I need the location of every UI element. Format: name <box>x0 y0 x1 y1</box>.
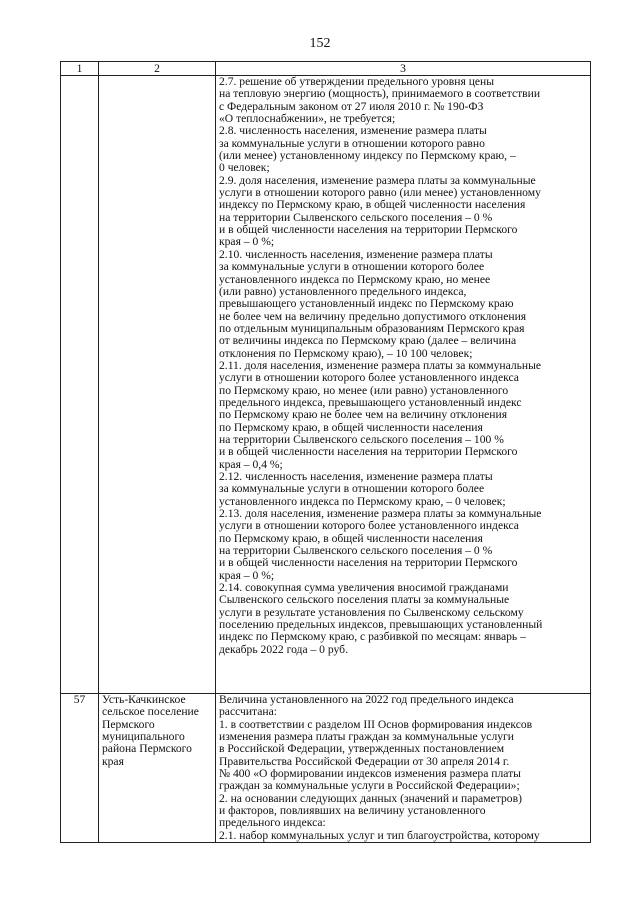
text-line: «О теплоснабжении», не требуется; <box>219 112 396 126</box>
text-line: 2.12. численность населения, изменение размера платы <box>219 470 493 483</box>
text-line: превышающего установленный индекс по Пермскому краю <box>219 297 514 311</box>
text-line: сельское поселение <box>102 705 199 719</box>
text-line: услуги в результате установления по Сылвенскому сельскому <box>219 605 524 619</box>
column-header-2: 2 <box>99 62 216 76</box>
text-line: установленного индекса по Пермскому краю, но менее <box>219 272 491 286</box>
text-line: за коммунальные услуги в отношении которого более <box>219 260 485 274</box>
text-line: предельного индекса, превышающего установленный индекс <box>219 395 522 409</box>
column-header-3: 3 <box>216 62 591 76</box>
text-line: 2.9. доля населения, изменение размера платы за коммунальные <box>219 173 536 187</box>
text-line: услуги в отношении которого более установленного индекса <box>219 371 519 385</box>
table-header-row <box>61 62 591 76</box>
text-line: по Пермскому краю, но менее (или равно) установленного <box>219 383 509 397</box>
text-line: и в общей численности населения на территории Пермского <box>219 556 518 570</box>
text-line: 2.1. набор коммунальных услуг и тип благоустройства, которому <box>219 828 540 842</box>
text-line: Пермского <box>102 717 155 731</box>
table-row <box>61 76 591 694</box>
text-line: индекс по Пермскому краю, с разбивкой по месяцам: январь – <box>219 630 526 644</box>
text-line: 0 человек; <box>219 161 270 175</box>
text-line: края – 0 %; <box>219 235 275 249</box>
text-line: декабрь 2022 года – 0 руб. <box>219 642 348 656</box>
text-line: по Пермскому краю, в общей численности населения <box>219 531 483 545</box>
text-line: Величина установленного на 2022 год предельного индекса <box>219 693 514 706</box>
text-line: и в общей численности населения на территории Пермского <box>219 445 518 459</box>
text-line: и факторов, повлиявших на величину установленного <box>219 804 486 818</box>
text-line: (или менее) установленному индексу по Пермскому краю, – <box>219 149 516 163</box>
page-number: 152 <box>309 36 331 51</box>
text-line: на тепловую энергию (мощность), принимаемого в соответствии <box>219 87 541 101</box>
text-line: Усть-Качкинское <box>102 693 186 706</box>
table-row <box>61 694 591 843</box>
text-line: отклонения по Пермскому краю), – 10 100 человек; <box>219 346 473 360</box>
text-line: края – 0,4 %; <box>219 457 283 471</box>
text-line: № 400 «О формировании индексов изменения размера платы <box>219 767 521 781</box>
text-line: по отдельным муниципальным образованиям Пермского края <box>219 321 525 335</box>
column-header-1: 1 <box>61 62 99 76</box>
text-line: 2.14. совокупная сумма увеличения вносимой гражданами <box>219 581 509 595</box>
text-line: за коммунальные услуги в отношении которого более <box>219 482 485 496</box>
text-line: на территории Сылвенского сельского поселения – 100 % <box>219 432 504 446</box>
description-cell <box>216 76 591 694</box>
text-line: изменения размера платы граждан за коммунальные услуги <box>219 730 514 744</box>
row-number-cell: 57 <box>61 694 99 843</box>
text-line: предельного индекса: <box>219 816 326 830</box>
text-line: индексу по Пермскому краю, в общей численности населения <box>219 198 526 212</box>
text-line: муниципального <box>102 730 185 744</box>
text-line: поселению предельных индексов, превышающих установленный <box>219 618 543 632</box>
text-line: услуги в отношении которого равно (или менее) установленному <box>219 186 541 200</box>
description-cell <box>216 694 591 843</box>
text-line: граждан за коммунальные услуги в Российской Федерации»; <box>219 779 520 793</box>
text-line: Сылвенского сельского поселения платы за коммунальные <box>219 593 510 607</box>
text-line: по Пермскому краю, в общей численности населения <box>219 420 483 434</box>
text-line: края – 0 %; <box>219 568 275 582</box>
text-line: с Федеральным законом от 27 июля 2010 г. № 190-ФЗ <box>219 99 484 113</box>
text-line: от величины индекса по Пермскому краю (далее – величина <box>219 334 517 348</box>
text-line: установленного индекса по Пермскому краю, – 0 человек; <box>219 494 506 508</box>
text-line: и в общей численности населения на территории Пермского <box>219 223 518 237</box>
text-line: на территории Сылвенского сельского поселения – 0 % <box>219 544 493 558</box>
text-line: (или равно) установленного предельного индекса, <box>219 284 467 298</box>
text-line: 2.11. доля населения, изменение размера платы за коммунальные <box>219 358 542 372</box>
text-line: 2.7. решение об утверждении предельного уровня цены <box>219 75 495 88</box>
municipality-cell <box>99 694 216 843</box>
text-line: 2.10. численность населения, изменение размера платы <box>219 247 493 261</box>
text-line: Правительства Российской Федерации от 30 апреля 2014 г. <box>219 754 510 768</box>
document-table <box>60 61 591 843</box>
municipality-cell <box>99 76 216 694</box>
text-line: 1. в соответствии с разделом III Основ формирования индексов <box>219 717 533 731</box>
text-line: не более чем на величину предельно допустимого отклонения <box>219 309 527 323</box>
text-line: за коммунальные услуги в отношении которого равно <box>219 136 485 150</box>
text-line: края <box>102 754 124 768</box>
text-line: по Пермскому краю не более чем на величину отклонения <box>219 408 508 422</box>
text-line: услуги в отношении которого более установленного индекса <box>219 519 519 533</box>
text-line: района Пермского <box>102 742 192 756</box>
text-line: рассчитана: <box>219 705 277 719</box>
text-line: на территории Сылвенского сельского поселения – 0 % <box>219 210 493 224</box>
text-line: 2. на основании следующих данных (значений и параметров) <box>219 791 522 805</box>
row-number-cell <box>61 76 99 694</box>
text-line: в Российской Федерации, утвержденных постановлением <box>219 742 505 756</box>
text-line: 2.13. доля населения, изменение размера платы за коммунальные <box>219 507 542 521</box>
text-line: 2.8. численность населения, изменение размера платы <box>219 124 487 138</box>
